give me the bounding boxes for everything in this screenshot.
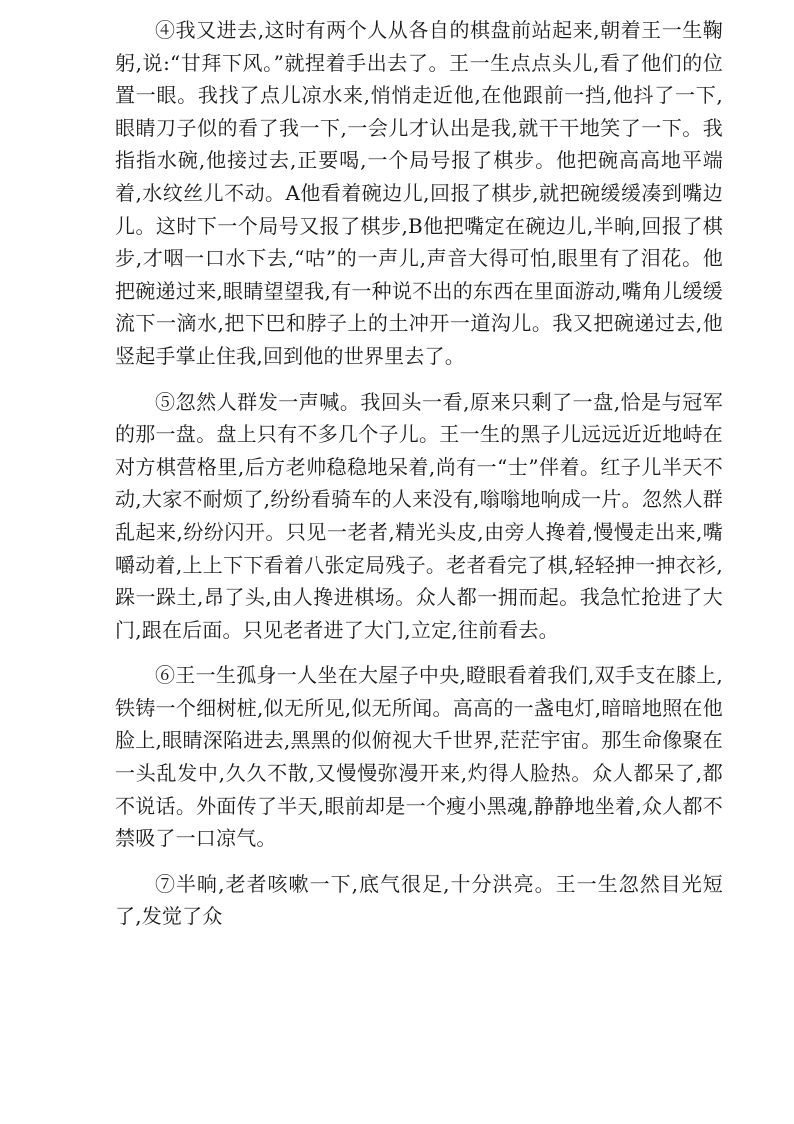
article-body: [115, 14, 723, 933]
paragraph-5: ⑤忽然人群发一声喊。我回头一看,原来只剩了一盘,恰是与冠军的那一盘。盘上只有不多几个子儿。王一生的黑子儿远远近近地峙在对方棋营格里,后方老帅稳稳地呆着,尚有一“士”伴着。红子儿半天不动,大家不耐烦了,纷纷看骑车的人来没有,嗡嗡地响成一片。忽然人群乱起来,纷纷闪开。只见一老者,精光头皮,由旁人搀着,慢慢走出来,嘴嚼动着,上上下下看着八张定局残子。老者看完了棋,轻轻抻一抻衣衫,跺一跺土,昂了头,由人搀进棋场。众人都一拥而起。我急忙抢进了大门,跟在后面。只见老者进了大门,立定,往前看去。: [115, 389, 723, 642]
paragraph-4: ④我又进去,这时有两个人从各自的棋盘前站起来,朝着王一生鞠躬,说:“甘拜下风。”就捏着手出去了。王一生点点头儿,看了他们的位置一眼。我找了点儿凉水来,悄悄走近他,在他跟前一挡,他抖了一下,眼睛刀子似的看了我一下,一会儿才认出是我,就干干地笑了一下。我指指水碗,他接过去,正要喝,一个局号报了棋步。他把碗高高地平端着,水纹丝儿不动。A他看着碗边儿,回报了棋步,就把碗缓缓凑到嘴边儿。这时下一个局号又报了棋步,B他把嘴定在碗边儿,半晌,回报了棋步,才咽一口水下去,“咕”的一声儿,声音大得可怕,眼里有了泪花。他把碗递过来,眼睛望望我,有一种说不出的东西在里面游动,嘴角儿缓缓流下一滴水,把下巴和脖子上的土冲开一道沟儿。我又把碗递过去,他竖起手掌止住我,回到他的世界里去了。: [115, 18, 723, 368]
paragraph-7: ⑦半晌,老者咳嗽一下,底气很足,十分洪亮。王一生忽然目光短了,发觉了众: [115, 871, 723, 929]
paragraph-6: ⑥王一生孤身一人坐在大屋子中央,瞪眼看着我们,双手支在膝上,铁铸一个细树桩,似无所见,似无所闻。高高的一盏电灯,暗暗地照在他脸上,眼睛深陷进去,黑黑的似俯视大千世界,茫茫宇宙。那生命像聚在一头乱发中,久久不散,又慢慢弥漫开来,灼得人脸热。众人都呆了,都不说话。外面传了半天,眼前却是一个瘦小黑魂,静静地坐着,众人都不禁吸了一口凉气。: [115, 663, 723, 851]
